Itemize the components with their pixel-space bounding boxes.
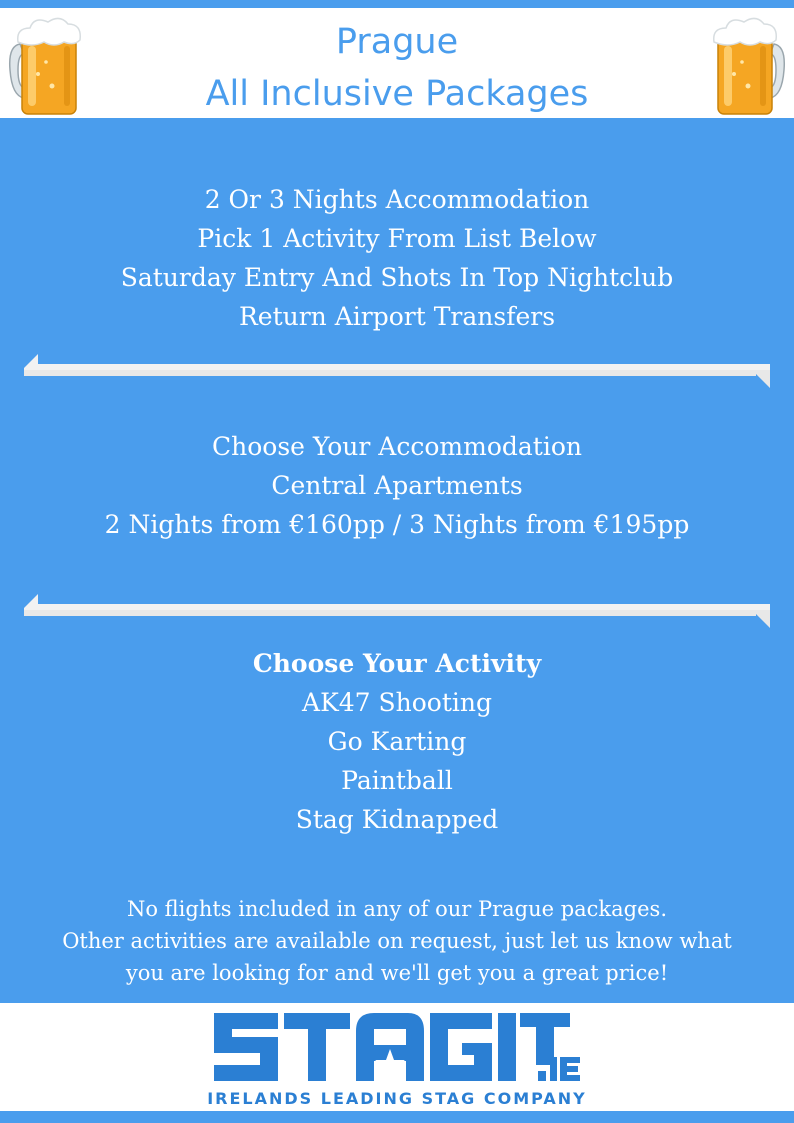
activity-item: Stag Kidnapped — [295, 805, 499, 834]
footer-note — [0, 893, 794, 989]
page-title-line2: All Inclusive Packages — [205, 74, 589, 114]
stagit-logo — [208, 1007, 588, 1087]
feature-item: Return Airport Transfers — [238, 302, 556, 331]
beer-mug-icon — [704, 14, 786, 118]
package-features — [0, 180, 794, 336]
section-divider — [24, 350, 770, 390]
page-title-line1: Prague — [335, 22, 459, 62]
logo-band — [0, 1003, 794, 1111]
accommodation-heading: Choose Your Accommodation — [212, 432, 582, 461]
feature-item: Saturday Entry And Shots In Top Nightclub — [120, 263, 674, 292]
footer-line: Other activities are available on request, just let us know what — [62, 929, 732, 953]
section-divider — [24, 590, 770, 630]
activities-section — [0, 644, 794, 839]
footer-line: you are looking for and we'll get you a great price! — [125, 961, 669, 985]
accommodation-price: 2 Nights from €160pp / 3 Nights from €195pp — [104, 510, 690, 539]
activities-heading: Choose Your Activity — [252, 649, 542, 678]
footer-line: No flights included in any of our Prague packages. — [126, 897, 668, 921]
top-stripe — [0, 0, 794, 8]
feature-item: 2 Or 3 Nights Accommodation — [204, 185, 590, 214]
logo-tagline: IRELANDS LEADING STAG COMPANY — [207, 1089, 587, 1108]
activity-item: Go Karting — [327, 727, 467, 756]
feature-item: Pick 1 Activity From List Below — [197, 224, 597, 253]
accommodation-section — [0, 427, 794, 544]
bottom-stripe — [0, 1111, 794, 1123]
accommodation-name: Central Apartments — [271, 471, 523, 500]
header — [0, 8, 794, 118]
activity-item: Paintball — [341, 766, 453, 795]
activity-item: AK47 Shooting — [302, 688, 492, 717]
